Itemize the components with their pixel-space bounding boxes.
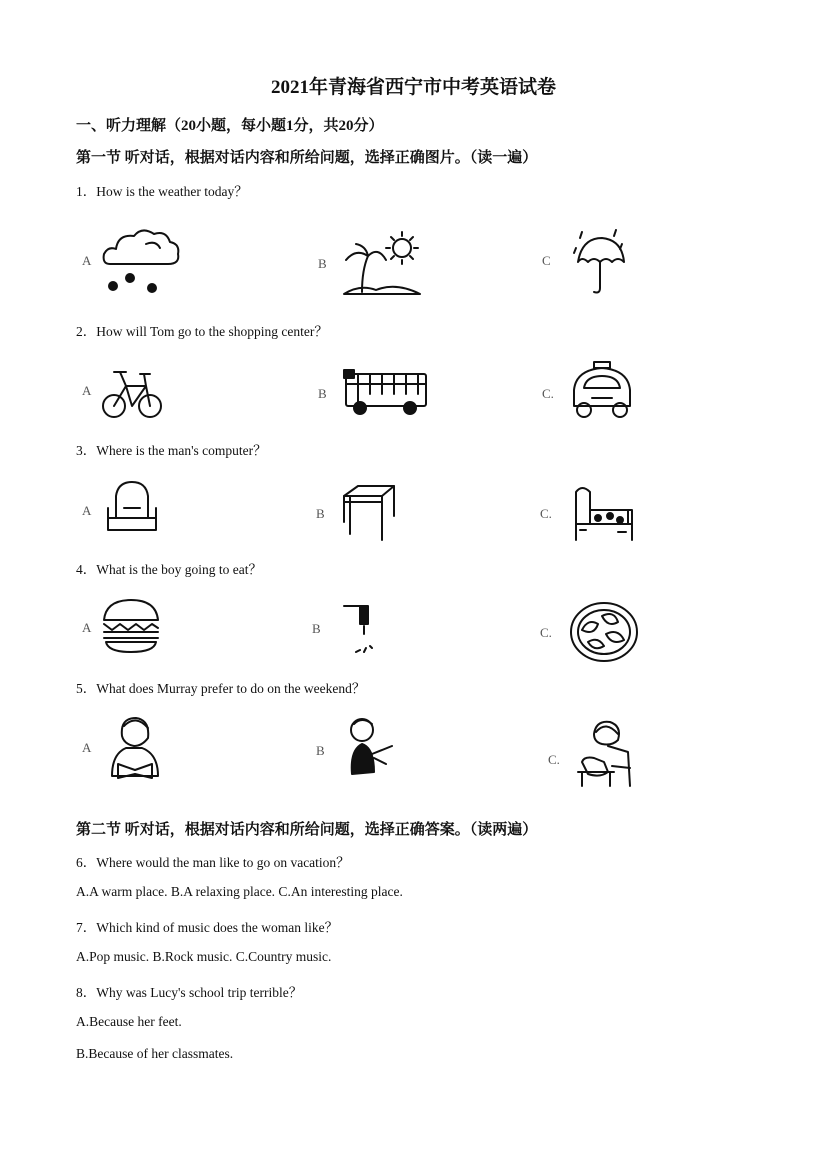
question-7: 7．Which kind of music does the woman like？ [76,920,339,935]
option-label-a: A [82,503,92,518]
question-1: 1．How is the weather today？ [76,184,248,199]
answer-options: A.Pop music. B.Rock music. C.Country music. [76,949,332,964]
section1-heading: 第一节 听对话，根据对话内容和所给问题，选择正确图片。（读一遍） [76,150,538,166]
option-label-c: C. [540,506,552,521]
answer-option-b: B.Because of her classmates. [76,1046,234,1061]
bus-icon[interactable] [342,368,430,418]
question-6: 6．Where would the man like to go on vacation？ [76,855,350,870]
question-2: 2．How will Tom go to the shopping center？ [76,324,328,339]
option-label-b: B [316,506,325,521]
question-5: 5．What does Murray prefer to do on the weekend？ [76,681,366,696]
option-label-a: A [82,253,92,268]
dumplings-plate-icon[interactable] [568,600,640,664]
washing-boy-icon[interactable] [574,716,638,792]
option-label-b: B [318,386,327,401]
hamburger-icon[interactable] [100,596,162,656]
option-label-a: A [82,383,92,398]
option-label-b: B [318,256,327,271]
answer-option-a: A.Because her feet. [76,1014,182,1029]
reading-boy-icon[interactable] [102,712,168,780]
noodles-icon[interactable] [340,600,384,656]
section2-heading: 第二节 听对话，根据对话内容和所给问题，选择正确答案。（读两遍） [76,822,538,838]
question-8: 8．Why was Lucy's school trip terrible？ [76,985,303,1000]
bed-icon[interactable] [570,480,638,546]
option-label-b: B [316,743,325,758]
option-label-c: C [542,253,551,268]
option-label-a: A [82,740,92,755]
question-3: 3．Where is the man's computer？ [76,443,267,458]
snow-cloud-icon[interactable] [100,222,186,298]
question-4: 4．What is the boy going to eat？ [76,562,262,577]
option-label-a: A [82,620,92,635]
table-icon[interactable] [338,482,398,544]
car-icon[interactable] [566,360,638,424]
page-title: 2021年青海省西宁市中考英语试卷 [270,77,556,98]
option-label-c: C. [542,386,554,401]
option-label-b: B [312,621,321,636]
option-label-c: C. [548,752,560,767]
playing-boy-icon[interactable] [340,714,396,780]
part1-heading: 一、听力理解（20小题，每小题1分，共20分） [76,118,384,134]
answer-options: A.A warm place. B.A relaxing place. C.An interesting place. [76,884,403,899]
bicycle-icon[interactable] [100,362,164,420]
sunny-beach-icon[interactable] [344,232,420,294]
umbrella-rain-icon[interactable] [572,226,628,298]
option-label-c: C. [540,625,552,640]
chair-icon[interactable] [104,478,160,540]
